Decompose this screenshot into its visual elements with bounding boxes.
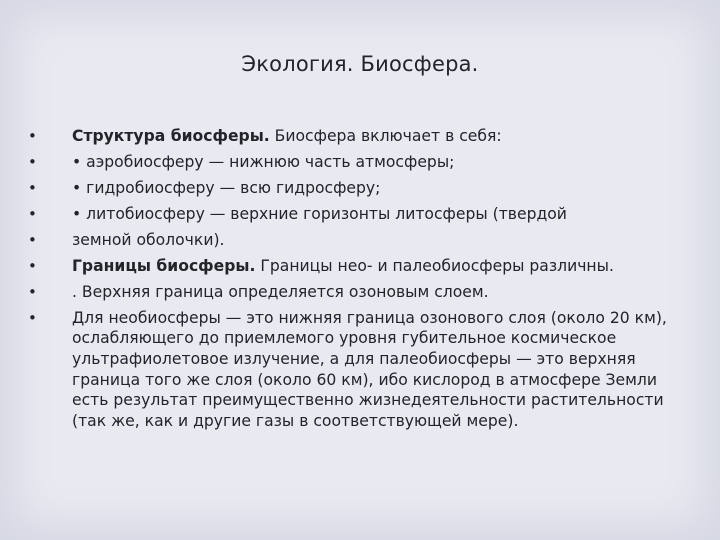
bullet-item xyxy=(28,308,678,432)
bullet-text: • аэробиосферу — нижнюю часть атмосферы; xyxy=(72,152,455,171)
bullet-item xyxy=(28,256,678,277)
bullet-item xyxy=(28,178,678,199)
bullet-text: земной оболочки). xyxy=(72,230,225,249)
bullet-item xyxy=(28,230,678,251)
bullet-text: • гидробиосферу — всю гидросферу; xyxy=(72,178,381,197)
bullet-text: Биосфера включает в себя: xyxy=(269,127,502,145)
bullet-heading: Границы биосферы. xyxy=(72,256,256,275)
bullet-dot-icon: • xyxy=(28,282,37,301)
bullet-heading: Структура биосферы. xyxy=(72,127,270,145)
bullet-text: Для необиосферы — это нижняя граница озонового слоя (около 20 км), ослабляющего до приемлемого уровня губительное космическое ультрафиолетовое излучение, а для палеобиосферы — это верхняя граница того же слоя (около 60 км), ибо кислород в атмосфере Земли есть результат преимущественно жизнедеятельности растительности (так же, как и другие газы в соответствующей мере). xyxy=(72,308,667,430)
bullet-dot-icon: • xyxy=(28,230,37,249)
bullet-dot-icon: • xyxy=(28,178,37,197)
bullet-item xyxy=(28,126,678,147)
bullet-text: • литобиосферу — верхние горизонты литосферы (твердой xyxy=(72,204,567,223)
bullet-list xyxy=(28,126,678,437)
bullet-item xyxy=(28,282,678,303)
bullet-item xyxy=(28,204,678,225)
bullet-dot-icon: • xyxy=(28,256,37,275)
bullet-dot-icon: • xyxy=(28,204,37,223)
bullet-dot-icon: • xyxy=(28,308,37,327)
bullet-dot-icon: • xyxy=(28,127,37,145)
bullet-item xyxy=(28,152,678,173)
slide-title: Экология. Биосфера. xyxy=(241,52,479,76)
bullet-text: . Верхняя граница определяется озоновым слоем. xyxy=(72,282,489,301)
bullet-dot-icon: • xyxy=(28,152,37,171)
bullet-text: Границы нео- и палеобиосферы различны. xyxy=(255,256,614,275)
